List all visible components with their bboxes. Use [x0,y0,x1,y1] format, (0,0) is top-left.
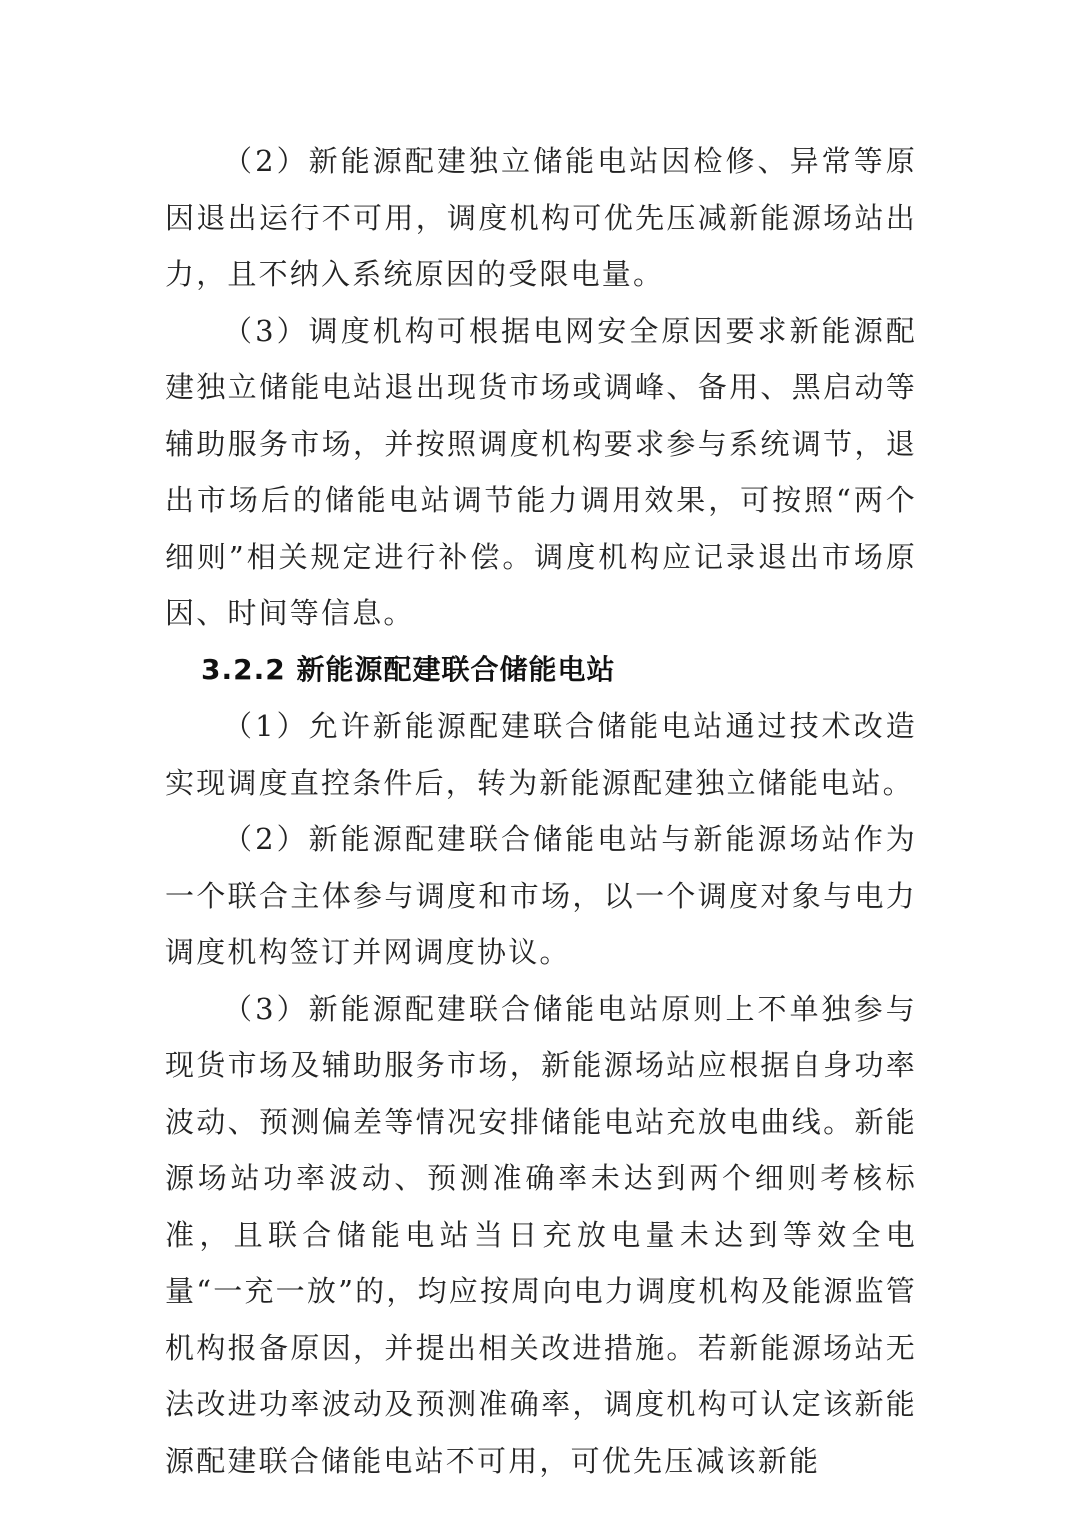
paragraph-1-technical-retrofit: （1）允许新能源配建联合储能电站通过技术改造实现调度直控条件后，转为新能源配建独立储能电站。 [165,709,917,800]
paragraph-2-joint-entity: （2）新能源配建联合储能电站与新能源场站作为一个联合主体参与调度和市场，以一个调度对象与电力调度机构签订并网调度协议。 [165,822,917,969]
paragraph-3-exit-spot-market: （3）调度机构可根据电网安全原因要求新能源配建独立储能电站退出现货市场或调峰、备用、黑启动等辅助服务市场，并按照调度机构要求参与系统调节，退出市场后的储能电站调节能力调用效果，可按照“两个细则”相关规定进行补偿。调度机构应记录退出市场原因、时间等信息。 [165,313,917,630]
section-heading-3-2-2: 3.2.2 新能源配建联合储能电站 [201,652,616,686]
paragraph-2-independent-storage-unavailable: （2）新能源配建独立储能电站因检修、异常等原因退出运行不可用，调度机构可优先压减新能源场站出力，且不纳入系统原因的受限电量。 [165,144,917,291]
document-body [165,133,917,1489]
paragraph-3-no-separate-participation: （3）新能源配建联合储能电站原则上不单独参与现货市场及辅助服务市场，新能源场站应根据自身功率波动、预测偏差等情况安排储能电站充放电曲线。新能源场站功率波动、预测准确率未达到两个细则考核标准，且联合储能电站当日充放电量未达到等效全电量“一充一放”的，均应按周向电力调度机构及能源监管机构报备原因，并提出相关改进措施。若新能源场站无法改进功率波动及预测准确率，调度机构可认定该新能源配建联合储能电站不可用，可优先压减该新能 [165,991,917,1478]
